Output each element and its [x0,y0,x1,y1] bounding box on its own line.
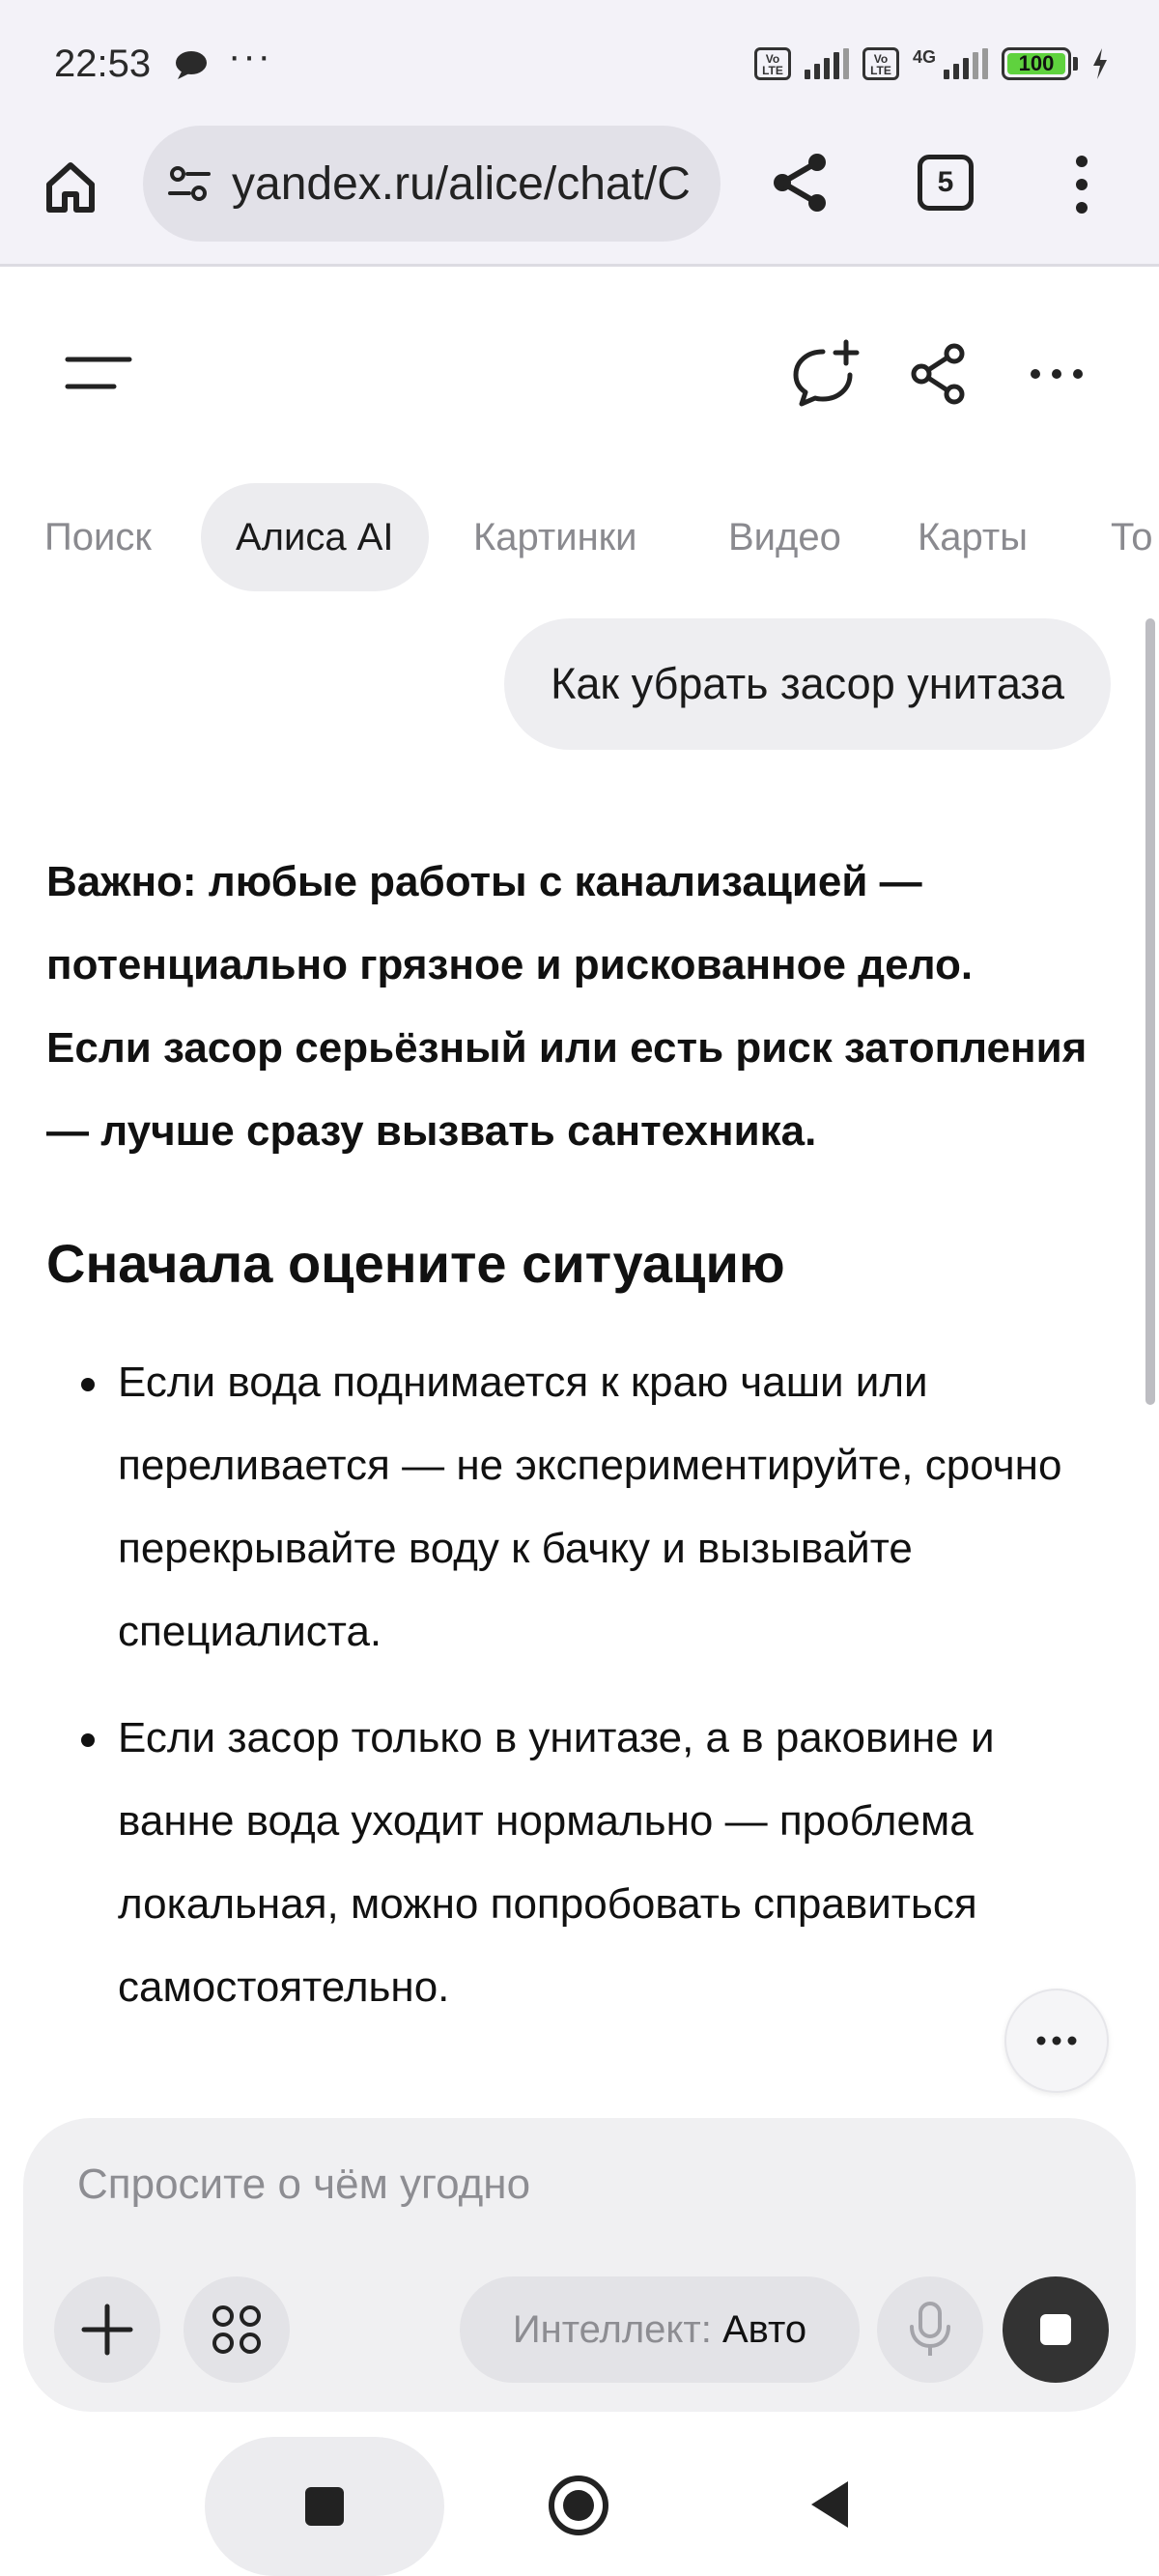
list-item-text: Если вода поднимается к краю чаши или переливается — не экспериментируйте, срочно перекрывайте воду к бачку и вызывайте специалиста. [118,1359,1062,1655]
apps-grid-icon [210,2303,264,2357]
attach-button[interactable] [54,2276,160,2383]
system-navigation-bar [0,2416,1159,2576]
recents-button[interactable] [205,2437,444,2576]
user-message-bubble: Как убрать засор унитаза [504,618,1111,750]
browser-toolbar [0,126,1159,267]
tab-images[interactable]: Картинки [473,516,637,558]
warning-text: Важно: любые работы с канализацией — потенциально грязное и рискованное дело. Если засор серьёзный или есть риск затопления — лучше сразу вызвать сантехника. [46,858,1088,1155]
signal-icon [944,48,988,79]
network-type: 4G [912,46,936,67]
message-actions-button[interactable] [1004,1989,1109,2093]
charging-bolt-icon [1091,48,1109,79]
kebab-icon[interactable] [1062,153,1101,216]
bullet-list [46,1341,1089,2029]
status-time: 22:53 [54,43,152,85]
composer [23,2118,1136,2412]
volte-icon: Vo LTE [754,47,791,80]
signal-icon [805,48,849,79]
status-indicators [754,44,1109,83]
battery-level: 100 [1018,51,1055,75]
microphone-icon [906,2300,954,2360]
list-item [46,1341,1070,1674]
service-tabs [0,483,1159,595]
back-icon[interactable] [807,2477,852,2532]
skills-button[interactable] [184,2276,290,2383]
scrollbar[interactable] [1145,618,1155,1405]
more-horizontal-icon [1035,2035,1078,2046]
share-icon[interactable] [910,342,968,406]
home-button[interactable] [39,155,102,218]
recents-icon [303,2485,346,2528]
mode-label: Интеллект: [512,2308,712,2351]
tabs-button[interactable]: 5 [918,155,974,211]
chat-notification-icon [174,50,209,79]
bullet-dot [81,1378,95,1391]
content-fade [0,2048,1159,2126]
prompt-input[interactable]: Спросите о чём угодно [77,2161,531,2208]
more-horizontal-icon[interactable] [1030,361,1084,386]
tab-more-services[interactable]: То [1111,516,1153,558]
intellect-mode-selector[interactable] [460,2276,860,2383]
stop-generation-button[interactable] [1003,2276,1109,2383]
url-text: yandex.ru/alice/chat/C [232,157,691,210]
bullet-dot [81,1733,95,1747]
plus-icon [78,2301,136,2359]
new-chat-icon[interactable] [788,338,862,412]
assistant-answer [46,841,1089,2052]
battery-tip [1073,57,1078,71]
address-bar[interactable] [143,126,721,242]
home-icon [42,157,99,215]
section-title: Сначала оцените ситуацию [46,1233,785,1294]
tab-alice-ai[interactable]: Алиса AI [201,483,429,591]
system-home-icon[interactable] [547,2474,610,2537]
list-item-text: Если засор только в унитазе, а в раковине и ванне вода уходит нормально — проблема локальная, можно попробовать справиться самостоятельно. [118,1714,995,2011]
voice-input-button[interactable] [877,2276,983,2383]
volte-icon: Vo LTE [862,47,899,80]
status-bar [0,0,1159,126]
tab-search[interactable]: Поиск [44,516,152,558]
stop-icon [1038,2312,1073,2347]
status-more-indicator: ··· [228,35,272,77]
tab-maps[interactable]: Карты [918,516,1028,558]
mode-value: Авто [721,2308,807,2351]
tune-icon[interactable] [166,160,212,207]
list-item [46,1697,1070,2029]
tab-video[interactable]: Видео [728,516,841,558]
battery-icon [1002,47,1071,80]
share-icon[interactable] [769,151,833,215]
burger-menu-icon[interactable] [64,350,133,398]
